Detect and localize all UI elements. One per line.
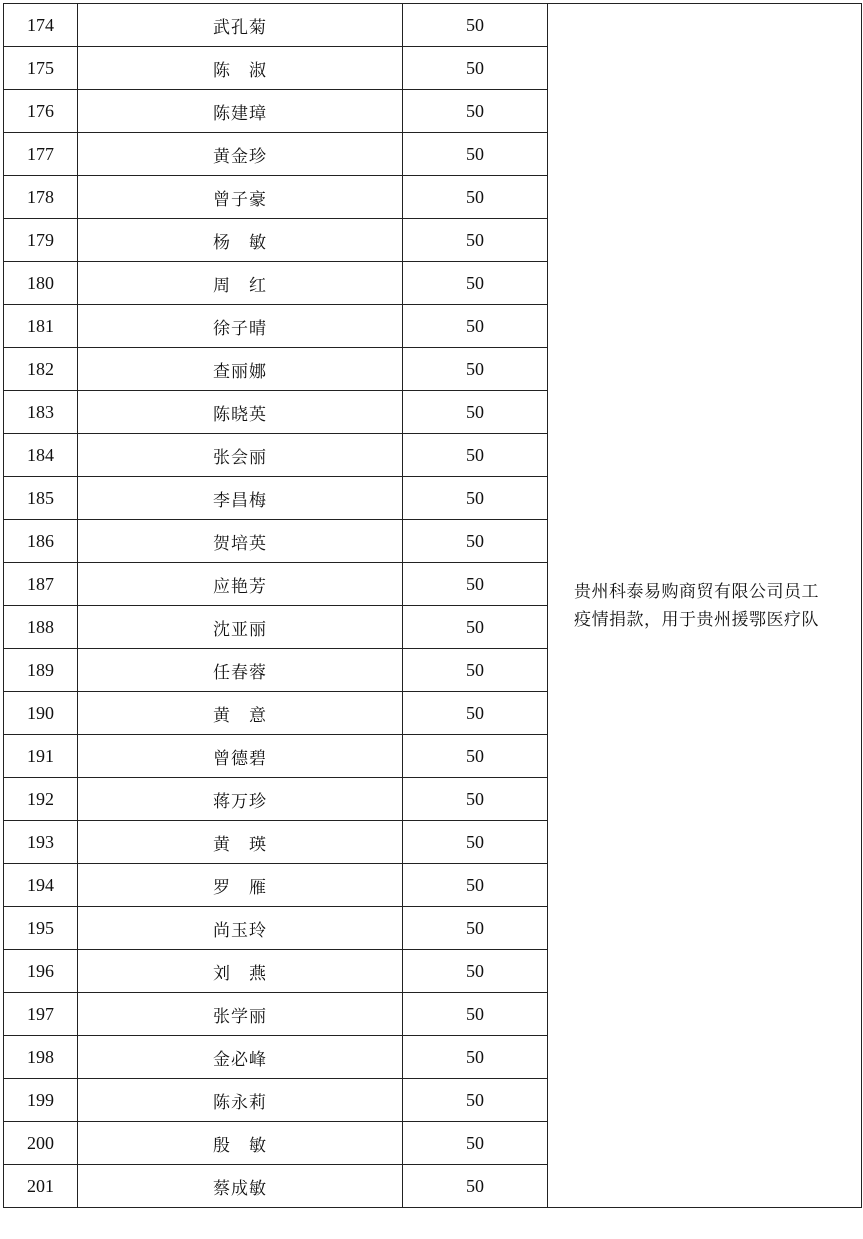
row-number-cell: 199 bbox=[4, 1079, 78, 1122]
donor-name-cell: 张学丽 bbox=[78, 993, 403, 1036]
remark-line-2: 疫情捐款，用于贵州援鄂医疗队 bbox=[574, 609, 819, 630]
donor-name-cell: 刘 燕 bbox=[78, 950, 403, 993]
donor-name-cell: 武孔菊 bbox=[78, 4, 403, 47]
row-number-cell: 180 bbox=[4, 262, 78, 305]
row-number-cell: 192 bbox=[4, 778, 78, 821]
donor-name-cell: 张会丽 bbox=[78, 434, 403, 477]
donor-name-cell: 徐子晴 bbox=[78, 305, 403, 348]
amount-cell: 50 bbox=[403, 348, 548, 391]
amount-cell: 50 bbox=[403, 1122, 548, 1165]
remark-cell bbox=[548, 4, 862, 1208]
donor-name-cell: 蒋万珍 bbox=[78, 778, 403, 821]
amount-cell: 50 bbox=[403, 219, 548, 262]
amount-cell: 50 bbox=[403, 90, 548, 133]
amount-cell: 50 bbox=[403, 692, 548, 735]
row-number-cell: 196 bbox=[4, 950, 78, 993]
amount-cell: 50 bbox=[403, 735, 548, 778]
donor-name-cell: 陈建璋 bbox=[78, 90, 403, 133]
amount-cell: 50 bbox=[403, 4, 548, 47]
amount-cell: 50 bbox=[403, 821, 548, 864]
amount-cell: 50 bbox=[403, 133, 548, 176]
table-row bbox=[4, 4, 862, 47]
amount-cell: 50 bbox=[403, 1165, 548, 1208]
donor-name-cell: 曾子豪 bbox=[78, 176, 403, 219]
row-number-cell: 187 bbox=[4, 563, 78, 606]
row-number-cell: 190 bbox=[4, 692, 78, 735]
donor-name-cell: 尚玉玲 bbox=[78, 907, 403, 950]
amount-cell: 50 bbox=[403, 606, 548, 649]
row-number-cell: 179 bbox=[4, 219, 78, 262]
row-number-cell: 189 bbox=[4, 649, 78, 692]
donor-name-cell: 查丽娜 bbox=[78, 348, 403, 391]
row-number-cell: 175 bbox=[4, 47, 78, 90]
donation-table bbox=[3, 3, 862, 1208]
donor-name-cell: 李昌梅 bbox=[78, 477, 403, 520]
donor-name-cell: 陈 淑 bbox=[78, 47, 403, 90]
amount-cell: 50 bbox=[403, 176, 548, 219]
donor-name-cell: 陈晓英 bbox=[78, 391, 403, 434]
amount-cell: 50 bbox=[403, 563, 548, 606]
donor-name-cell: 黄金珍 bbox=[78, 133, 403, 176]
donor-name-cell: 曾德碧 bbox=[78, 735, 403, 778]
donor-name-cell: 杨 敏 bbox=[78, 219, 403, 262]
donor-name-cell: 蔡成敏 bbox=[78, 1165, 403, 1208]
amount-cell: 50 bbox=[403, 907, 548, 950]
row-number-cell: 182 bbox=[4, 348, 78, 391]
donor-name-cell: 任春蓉 bbox=[78, 649, 403, 692]
row-number-cell: 183 bbox=[4, 391, 78, 434]
row-number-cell: 200 bbox=[4, 1122, 78, 1165]
amount-cell: 50 bbox=[403, 47, 548, 90]
donation-table-body bbox=[4, 4, 862, 1208]
amount-cell: 50 bbox=[403, 262, 548, 305]
donor-name-cell: 黄 意 bbox=[78, 692, 403, 735]
row-number-cell: 197 bbox=[4, 993, 78, 1036]
row-number-cell: 201 bbox=[4, 1165, 78, 1208]
amount-cell: 50 bbox=[403, 305, 548, 348]
row-number-cell: 178 bbox=[4, 176, 78, 219]
row-number-cell: 198 bbox=[4, 1036, 78, 1079]
amount-cell: 50 bbox=[403, 477, 548, 520]
amount-cell: 50 bbox=[403, 1079, 548, 1122]
row-number-cell: 177 bbox=[4, 133, 78, 176]
donor-name-cell: 周 红 bbox=[78, 262, 403, 305]
donor-name-cell: 陈永莉 bbox=[78, 1079, 403, 1122]
amount-cell: 50 bbox=[403, 778, 548, 821]
row-number-cell: 191 bbox=[4, 735, 78, 778]
amount-cell: 50 bbox=[403, 864, 548, 907]
row-number-cell: 193 bbox=[4, 821, 78, 864]
row-number-cell: 186 bbox=[4, 520, 78, 563]
row-number-cell: 174 bbox=[4, 4, 78, 47]
row-number-cell: 176 bbox=[4, 90, 78, 133]
donor-name-cell: 罗 雁 bbox=[78, 864, 403, 907]
amount-cell: 50 bbox=[403, 993, 548, 1036]
amount-cell: 50 bbox=[403, 950, 548, 993]
amount-cell: 50 bbox=[403, 649, 548, 692]
donor-name-cell: 应艳芳 bbox=[78, 563, 403, 606]
donor-name-cell: 殷 敏 bbox=[78, 1122, 403, 1165]
donor-name-cell: 沈亚丽 bbox=[78, 606, 403, 649]
amount-cell: 50 bbox=[403, 434, 548, 477]
row-number-cell: 184 bbox=[4, 434, 78, 477]
remark-line-1: 贵州科泰易购商贸有限公司员工 bbox=[574, 581, 819, 602]
row-number-cell: 188 bbox=[4, 606, 78, 649]
row-number-cell: 195 bbox=[4, 907, 78, 950]
row-number-cell: 194 bbox=[4, 864, 78, 907]
donor-name-cell: 贺培英 bbox=[78, 520, 403, 563]
row-number-cell: 185 bbox=[4, 477, 78, 520]
row-number-cell: 181 bbox=[4, 305, 78, 348]
amount-cell: 50 bbox=[403, 520, 548, 563]
donor-name-cell: 黄 瑛 bbox=[78, 821, 403, 864]
amount-cell: 50 bbox=[403, 1036, 548, 1079]
donor-name-cell: 金必峰 bbox=[78, 1036, 403, 1079]
amount-cell: 50 bbox=[403, 391, 548, 434]
